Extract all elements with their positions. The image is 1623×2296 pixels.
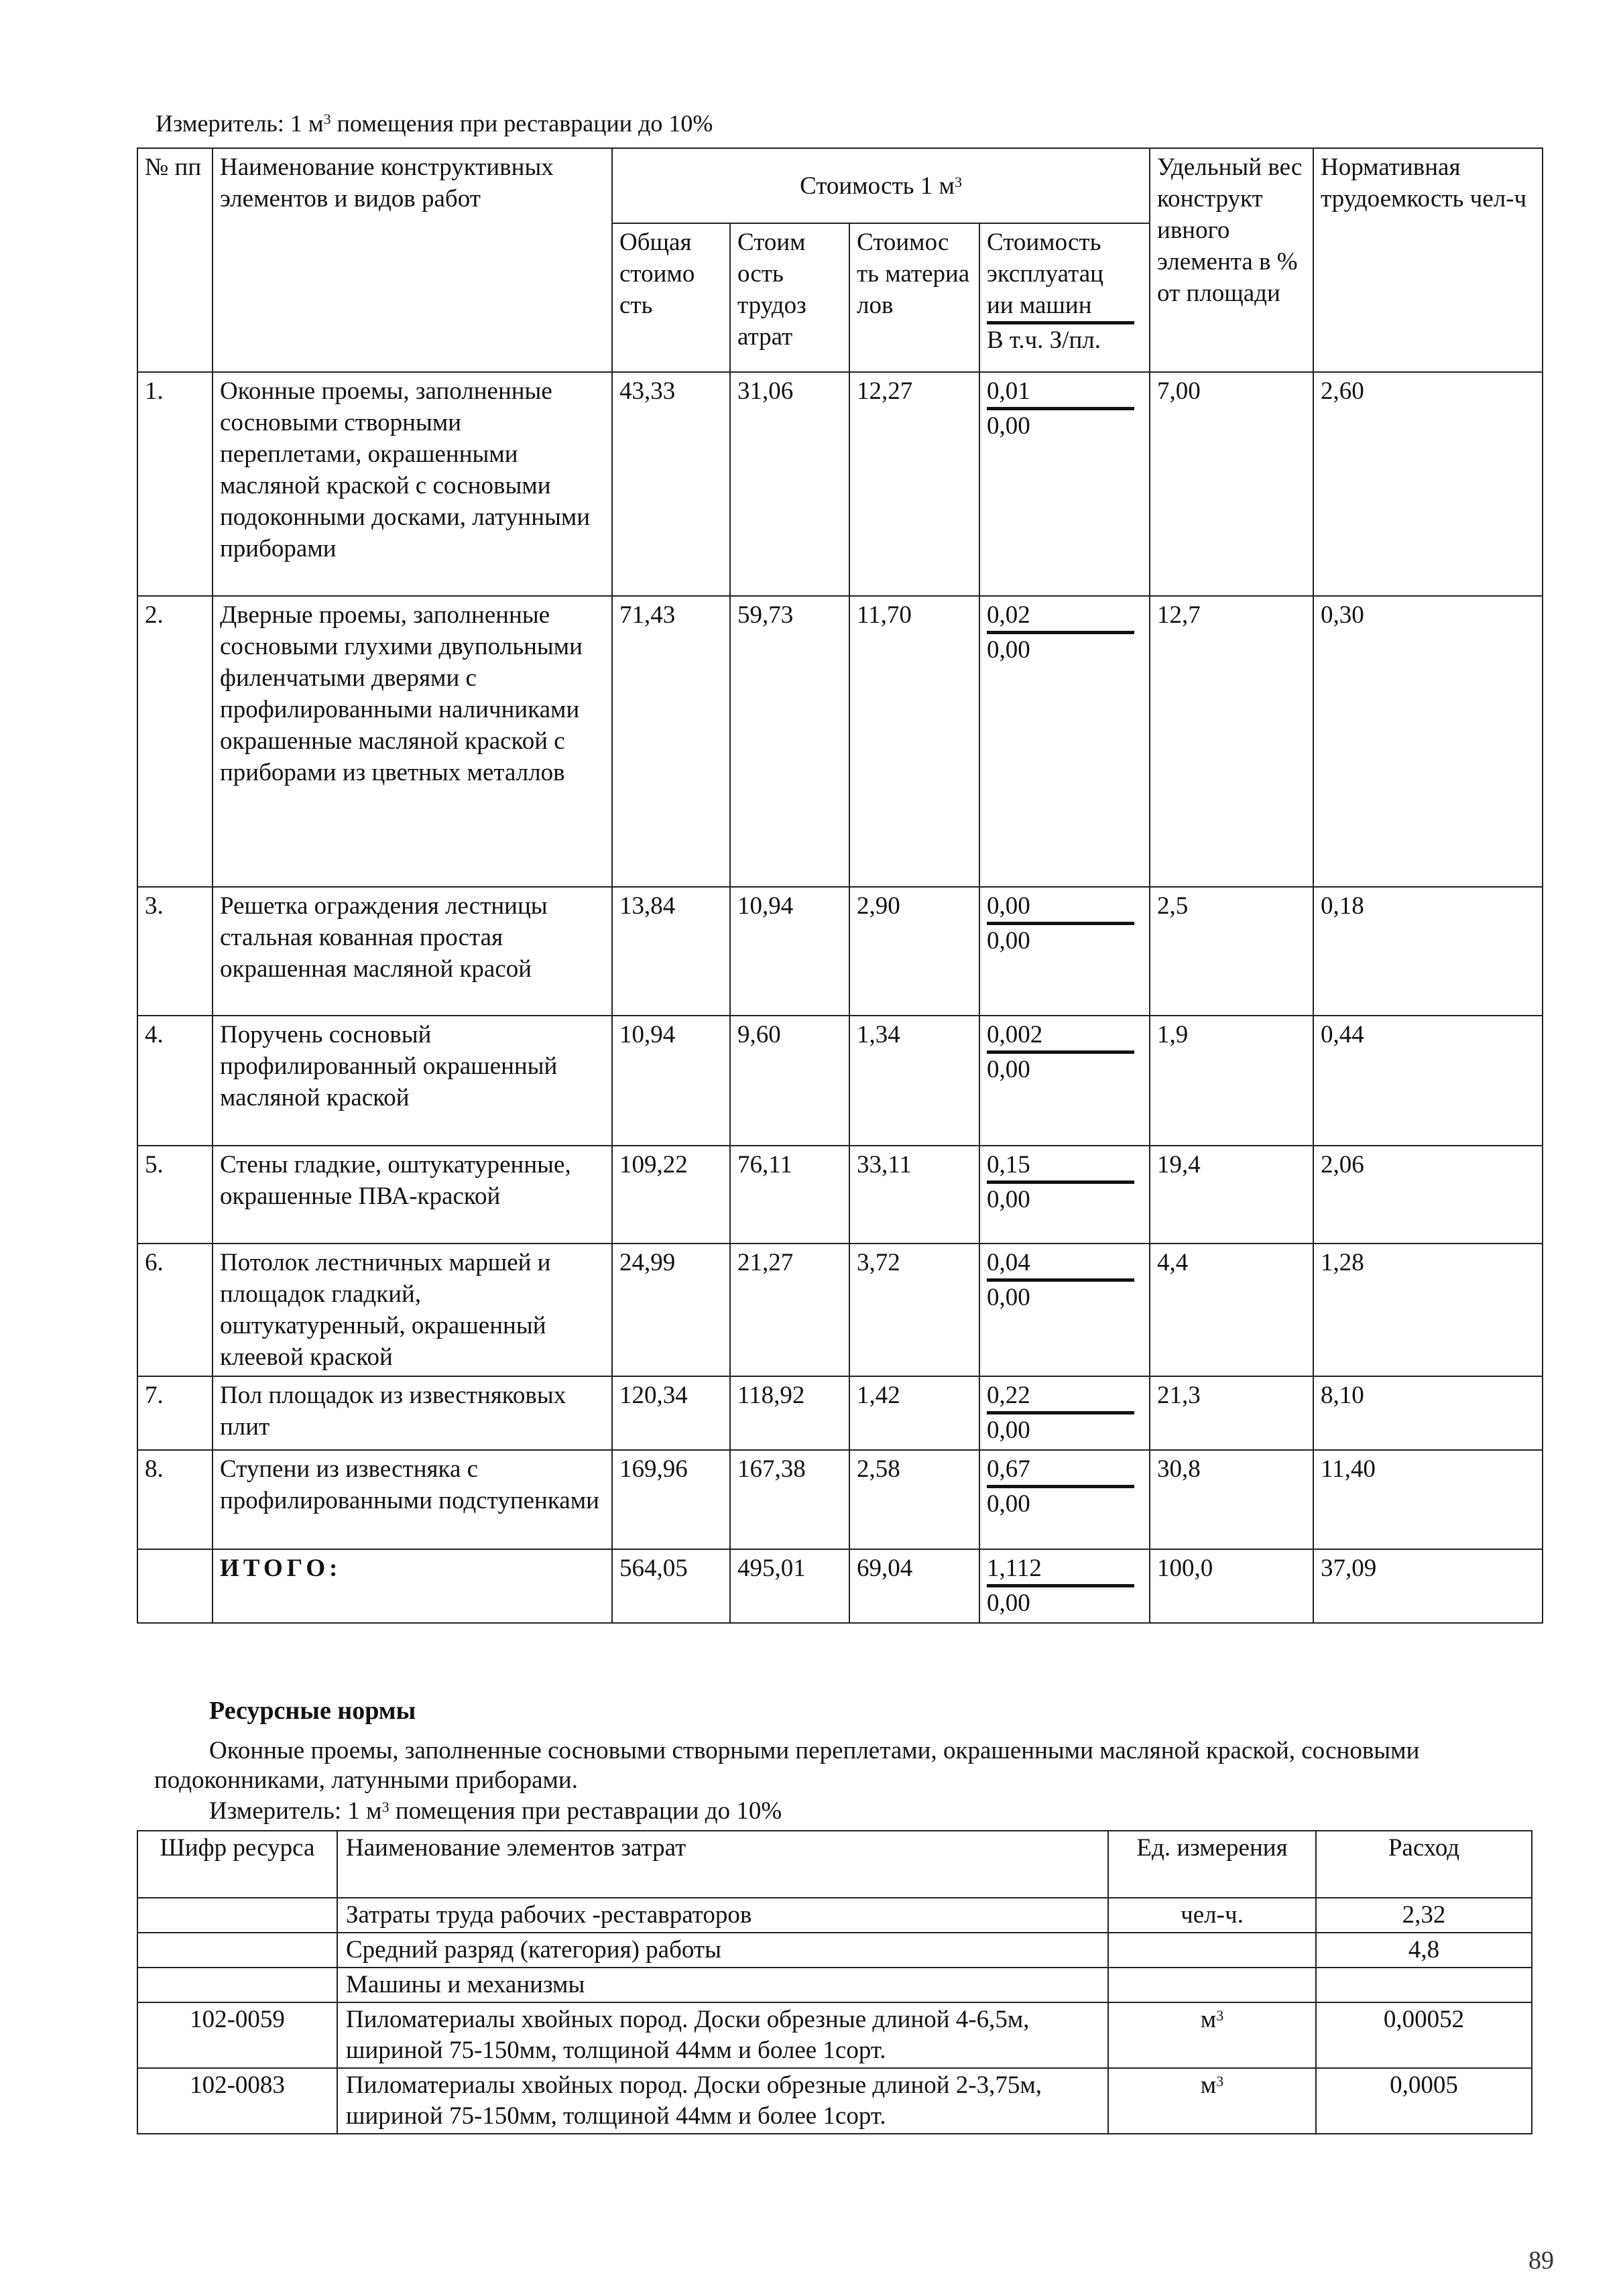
table-row: 7. Пол площадок из известняковых плит 120,34 118,92 1,42 0,22 0,00 21,3 8,10 xyxy=(137,1376,1543,1450)
page-number: 89 xyxy=(1528,2246,1554,2275)
table-row: 8. Ступени из известняка с профилированными подступенками 169,96 167,38 2,58 0,67 0,00 30,8 11,40 xyxy=(137,1450,1543,1549)
header-machine-cost: Стоимость эксплуатац ии машин В т.ч. З/пл. xyxy=(979,223,1150,372)
table-row: 4. Поручень сосновый профилированный окрашенный масляной краской 10,94 9,60 1,34 0,002 0,00 1,9 0,44 xyxy=(137,1016,1543,1146)
table-row: 3. Решетка ограждения лестницы стальная кованная простая окрашенная масляной красой 13,84 10,94 2,90 0,00 0,00 2,5 0,18 xyxy=(137,887,1543,1016)
header-cost-group: Стоимость 1 $м^3$ xyxy=(612,148,1150,223)
header-name: Наименование конструктивных элементов и видов работ xyxy=(213,148,612,372)
header-number: № пп xyxy=(137,148,213,372)
table-row: Затраты труда рабочих -реставраторов чел-ч. 2,32 xyxy=(137,1898,1532,1933)
main-table-caption: Измеритель: 1 $м^3$ помещения при реставрации до 10% xyxy=(156,110,713,137)
total-row: ИТОГО: 564,05 495,01 69,04 1,112 0,00 100,0 37,09 xyxy=(137,1549,1543,1623)
header-resource-name: Наименование элементов затрат xyxy=(337,1831,1108,1898)
header-resource-code: Шифр ресурса xyxy=(137,1831,337,1898)
header-total-cost: Общая стоимо сть xyxy=(612,223,730,372)
table-row: 1. Оконные проемы, заполненные сосновыми створными переплетами, окрашенными масляной краской с сосновыми подоконными досками, латунными приборами 43,33 31,06 12,27 0,01 0,00 7,00 2,60 xyxy=(137,372,1543,596)
resource-norms-description: Оконные проемы, заполненные сосновыми створными переплетами, окрашенными масляной краской, сосновыми подоконниками, латунными приборами. xyxy=(154,1737,1420,1794)
table-row: 6. Потолок лестничных маршей и площадок гладкий, оштукатуренный, окрашенный клеевой краской 24,99 21,27 3,72 0,04 0,00 4,4 1,28 xyxy=(137,1244,1543,1376)
header-labor-cost: Стоим ость трудоз атрат xyxy=(730,223,849,372)
header-material-cost: Стоимос ть материа лов xyxy=(849,223,979,372)
header-weight: Удельный вес конструкт ивного элемента в % от площади xyxy=(1150,148,1313,372)
table-row: Машины и механизмы xyxy=(137,1968,1532,2002)
table-row: Средний разряд (категория) работы 4,8 xyxy=(137,1933,1532,1968)
header-resource-amount: Расход xyxy=(1316,1831,1532,1898)
resource-table xyxy=(137,1830,1532,2134)
resource-measure-caption: Измеритель: 1 $м^3$ помещения при реставрации до 10% xyxy=(209,1797,782,1825)
table-row: 102-0059 Пиломатериалы хвойных пород. Доски обрезные длиной 4-6,5м, шириной 75-150мм, толщиной 44мм и более 1сорт. $м^3$ 0,00052 xyxy=(137,2002,1532,2068)
table-row: 102-0083 Пиломатериалы хвойных пород. Доски обрезные длиной 2-3,75м, шириной 75-150мм, толщиной 44мм и более 1сорт. $м^3$ 0,0005 xyxy=(137,2068,1532,2134)
header-resource-unit: Ед. измерения xyxy=(1108,1831,1316,1898)
header-labor-norm: Нормативная трудоемкость чел-ч xyxy=(1313,148,1543,372)
total-label: ИТОГО: xyxy=(213,1549,612,1623)
table-row: 5. Стены гладкие, оштукатуренные, окрашенные ПВА-краской 109,22 76,11 33,11 0,15 0,00 19,4 2,06 xyxy=(137,1146,1543,1244)
table-row: 2. Дверные проемы, заполненные сосновыми глухими двупольными филенчатыми дверями с профилированными наличниками окрашенные масляной краской с приборами из цветных металлов 71,43 59,73 11,70 0,02 0,00 12,7 0,30 xyxy=(137,596,1543,887)
cost-table xyxy=(137,147,1543,1624)
resource-norms-title: Ресурсные нормы xyxy=(209,1697,416,1725)
